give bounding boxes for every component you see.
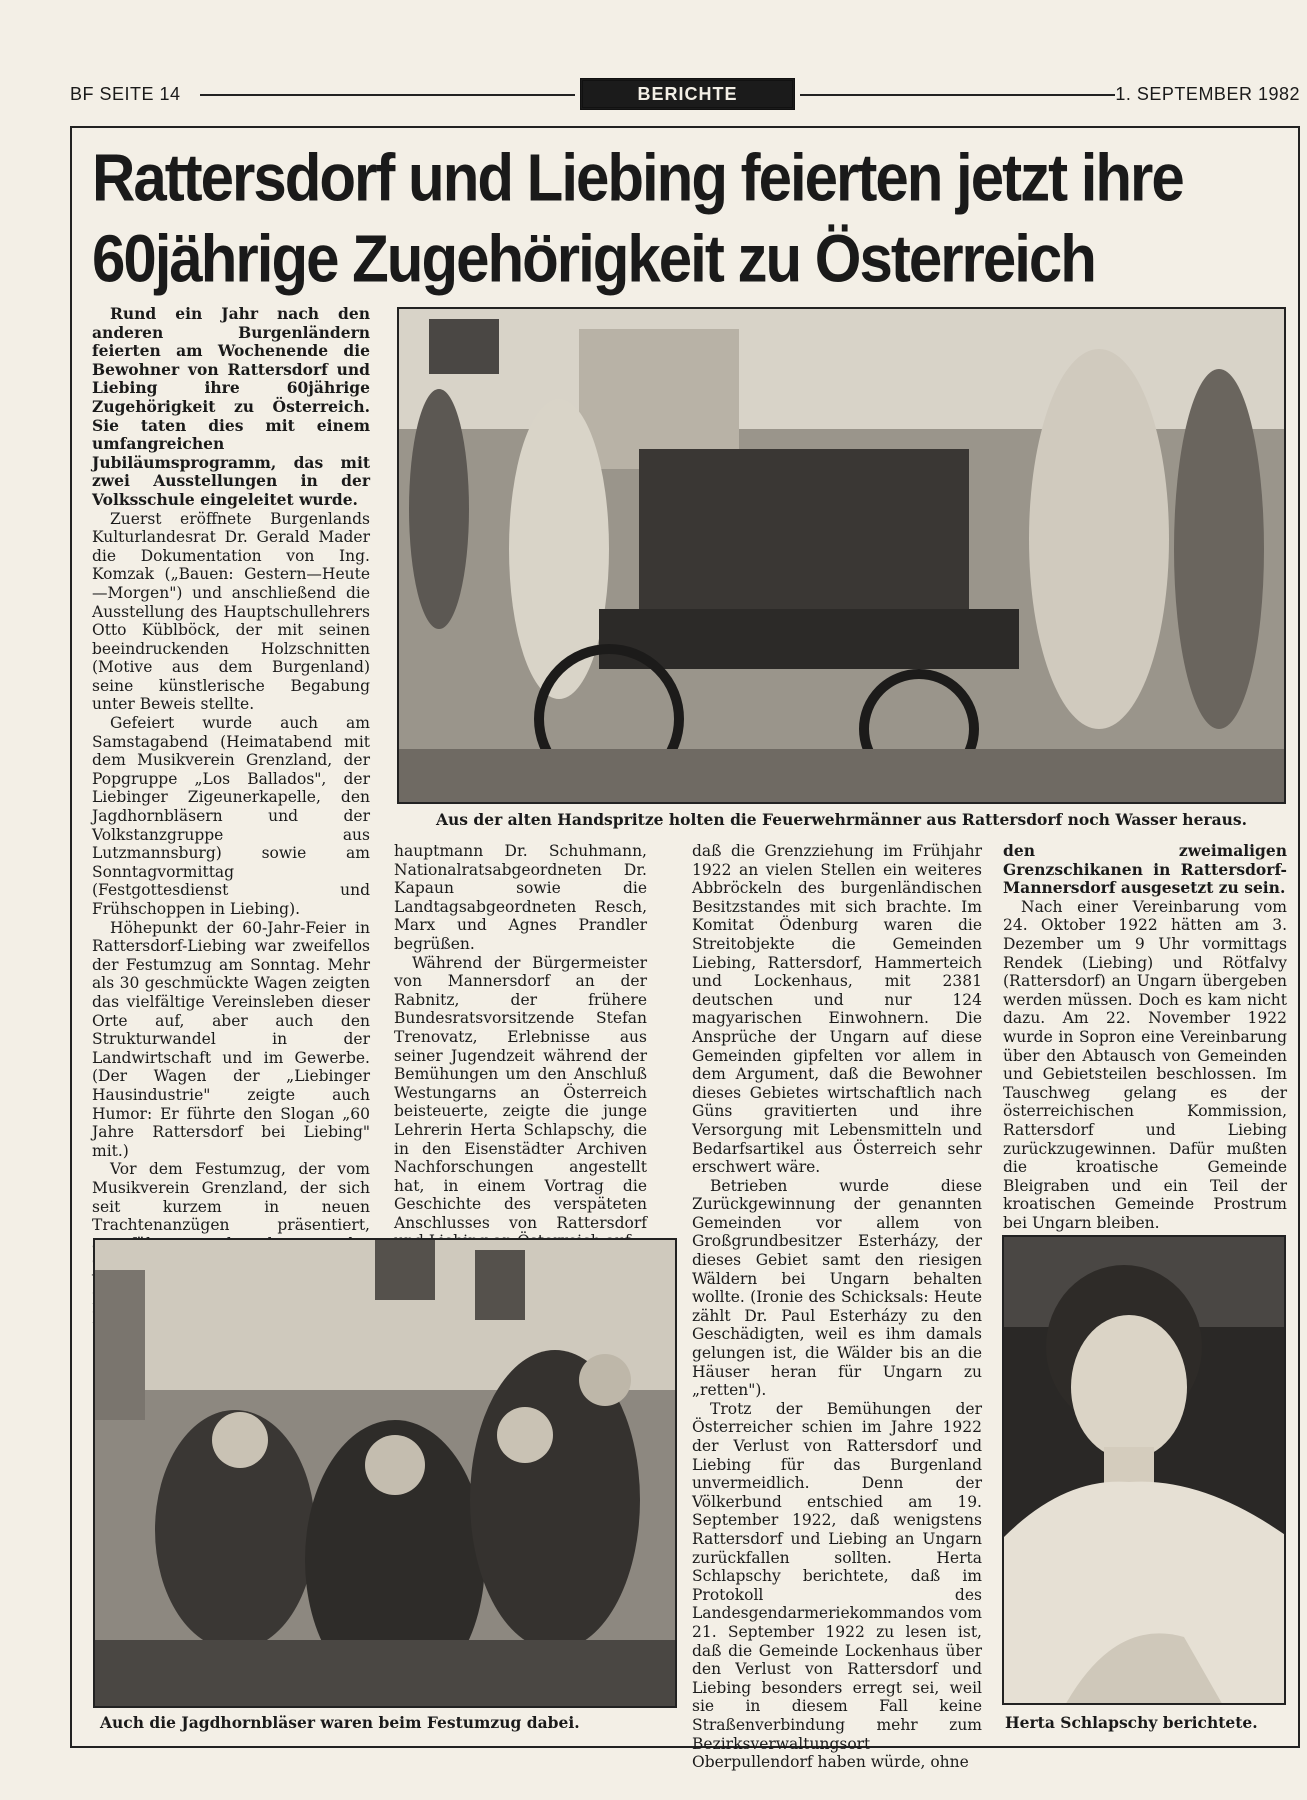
paragraph: hauptmann Dr. Schuhmann, Nationalratsabgeordneten Dr. Kapaun sowie die Landtagsabgeordneten Resch, Marx und Agnes Prandler begrüßen. <box>394 842 647 953</box>
headline <box>92 138 1292 299</box>
article-column-4 <box>1003 842 1287 1232</box>
photo-herta-schlapschy <box>1002 1235 1286 1705</box>
photo-horn-players-caption: Auch die Jagdhornbläser waren beim Festumzug dabei. <box>100 1713 580 1732</box>
page-header <box>70 78 1300 110</box>
issue-date: 1. SEPTEMBER 1982 <box>1115 84 1300 104</box>
paragraph: Nach einer Vereinbarung vom 24. Oktober 1922 hätten am 3. Dezember um 9 Uhr vormittags Rendek (Liebing) und Rötfalvy (Rattersdorf) an Ungarn übergeben werden müssen. Doch es kam nicht dazu. Am 22. November 1922 wurde in Sopron eine Vereinbarung über den Abtausch von Gemeinden und Gebietsteilen beschlossen. Im Tauschweg gelang es der österreichischen Kommission, Rattersdorf und Liebing zurückzugewinnen. Dafür mußten die kroatische Gemeinde Bleigraben und ein Teil der kroatischen Gemeinde Prostrum bei Ungarn bleiben. <box>1003 897 1287 1232</box>
paragraph: Zuerst eröffnete Burgenlands Kulturlandesrat Dr. Gerald Mader die Dokumentation von Ing. Komzak („Bauen: Gestern—Heute—Morgen") und anschließend die Ausstellung des Hauptschullehrers Otto Küblböck, der mit seinen beeindruckenden Holzschnitten (Motive aus dem Burgenland) seine künstlerische Begabung unter Beweis stellte. <box>92 509 370 714</box>
photo-fire-pump <box>397 307 1286 804</box>
photo-horn-players-image <box>95 1240 677 1708</box>
paragraph: Trotz der Bemühungen der Österreicher schien im Jahre 1922 der Verlust von Rattersdorf und Liebing für das Burgenland unvermeidlich. Denn der Völkerbund entschied am 19. September 1922, daß wenigstens Rattersdorf und Liebing an Ungarn zurückfallen sollten. Herta Schlapschy berichtete, daß im Protokoll des Landesgendarmeriekommandos vom 21. September 1922 zu lesen ist, daß die Gemeinde Lockenhaus über den Verlust von Rattersdorf und Liebing besonders erregt sei, weil sie in diesem Fall keine Straßenverbindung mehr zum Bezirksverwaltungsort Oberpullendorf haben würde, ohne <box>692 1399 982 1772</box>
photo-fire-pump-caption: Aus der alten Handspritze holten die Feuerwehrmänner aus Rattersdorf noch Wasser heraus. <box>435 810 1248 829</box>
page-number: BF SEITE 14 <box>70 84 181 104</box>
headline-line-1: Rattersdorf und Liebing feierten jetzt ihre <box>92 140 1183 216</box>
article-column-2 <box>394 842 647 1270</box>
paragraph: Während der Bürgermeister von Mannersdorf an der Rabnitz, der frühere Bundesratsvorsitzende Stefan Trenovatz, Erlebnisse aus seiner Jugendzeit während der Bemühungen um den Anschluß Westungarns an Österreich beisteuerte, zeigte die junge Lehrerin Herta Schlapschy, die in den Eisenstädter Archiven Nachforschungen angestellt hat, in einem Vortrag die Geschichte des verspäteten Anschlusses von Rattersdorf <box>394 953 647 1232</box>
lead-paragraph: Rund ein Jahr nach den anderen Burgenländern feierten am Wochenende die Bewohner von Rattersdorf und Liebing ihre 60jährige Zugehörigkeit zu Österreich. Sie taten dies mit einem umfangreichen Jubiläumsprogramm, das mit zwei Ausstellungen in der Volksschule eingeleitet wurde. <box>92 304 370 509</box>
photo-fire-pump-image <box>399 309 1286 804</box>
paragraph: Betrieben wurde diese Zurückgewinnung der genannten Gemeinden vor allem von Großgrundbesitzer Esterházy, der dieses Gebiet samt den riesigen Wäldern bei Ungarn behalten wollte. (Ironie des Schicksals: Heute zählt Dr. Paul Esterházy zu den Geschädigten, weil es ihm damals gelungen ist, die Wälder bis an die Häuser heran für Ungarn zu „retten"). <box>692 1176 982 1400</box>
paragraph: Höhepunkt der 60-Jahr-Feier in Rattersdorf-Liebing war zweifellos der Festumzug am Sonntag. Mehr als 30 geschmückte Wagen zeigten das vielfältige Vereinsleben dieser Orte auf, aber auch den Strukturwandel in der Landwirtschaft und im Gewerbe. (Der Wagen der „Liebinger Hausindustrie" zeigte auch Humor: Er führte den Slogan „60 Jahre Rattersdorf bei Liebing" mit.) <box>92 918 370 1160</box>
article-column-3 <box>692 842 982 1772</box>
article-column-1 <box>92 305 370 1328</box>
paragraph: daß die Grenzziehung im Frühjahr 1922 an vielen Stellen ein weiteres Abbröckeln des burgenländischen Besitzstandes mit sich brachte. Im Komitat Ödenburg waren die Streitobjekte die Gemeinden Liebing, Rattersdorf, Hammerteich und Lockenhaus, mit 2381 deutschen und nur 124 magyarischen Einwohnern. Die Ansprüche der Ungarn auf diese Gemeinden gipfelten vor allem in dem Argument, daß die Bewohner dieses Gebietes wirtschaftlich nach Güns gravitierten und ihre Versorgung mit Lebensmitteln und Bedarfsartikel aus Österreich sehr erschwert wäre. <box>692 842 982 1177</box>
paragraph: Gefeiert wurde auch am Samstagabend (Heimatabend mit dem Musikverein Grenzland, der Popgruppe „Los Ballados", der Liebinger Zigeunerkapelle, den Jagdhornbläsern und der Volkstanzgruppe aus Lutzmannsburg) sowie am Sonntagvormittag (Festgottesdienst und Frühschoppen in Liebing). <box>92 714 370 918</box>
header-rule-left <box>200 94 575 96</box>
paragraph: den zweimaligen Grenzschikanen in Rattersdorf-Mannersdorf ausgesetzt zu sein. <box>1003 841 1287 898</box>
paragraph: Vor dem Festumzug, der vom Musikverein Grenzland, der sich seit kurzem in neuen Trachtenanzügen präsentiert, <box>92 1160 370 1235</box>
section-label: BERICHTE <box>580 78 795 110</box>
photo-herta-schlapschy-image <box>1004 1237 1286 1705</box>
photo-horn-players <box>93 1238 677 1708</box>
headline-line-2: 60jährige Zugehörigkeit zu Österreich <box>92 220 1095 296</box>
photo-herta-schlapschy-caption: Herta Schlapschy berichtete. <box>1005 1713 1258 1732</box>
header-rule-right <box>800 94 1115 96</box>
